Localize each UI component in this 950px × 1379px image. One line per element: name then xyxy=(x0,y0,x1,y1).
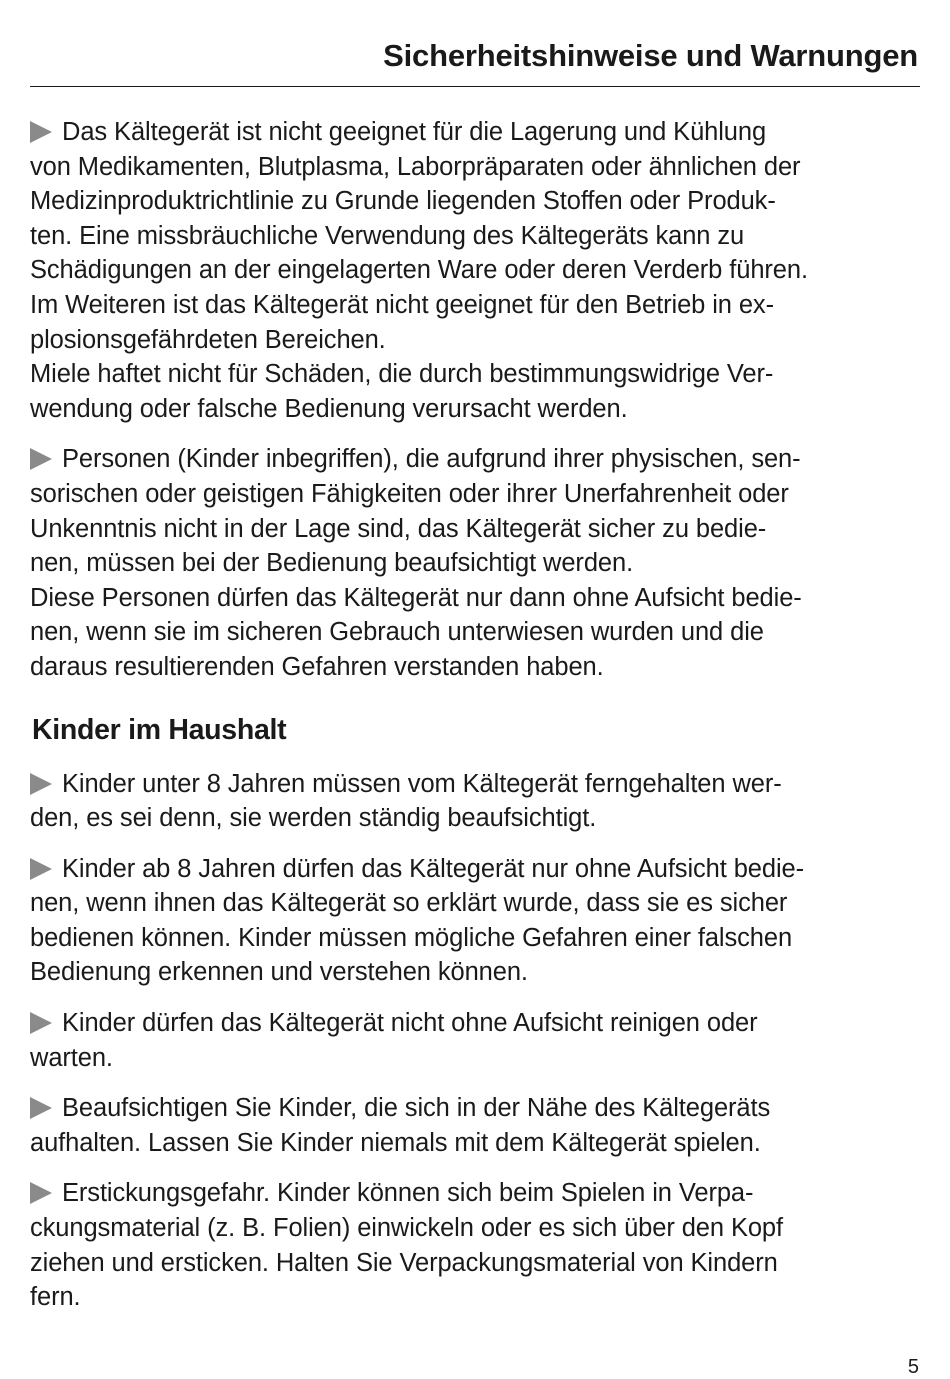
text-line xyxy=(30,650,920,685)
section-warnings xyxy=(30,767,920,1315)
line-text: Im Weiteren ist das Kältegerät nicht geeignet für den Betrieb in ex- xyxy=(30,290,774,319)
line-text: Bedienung erkennen und verstehen können. xyxy=(30,958,528,987)
warning-paragraph xyxy=(30,767,920,836)
text-line xyxy=(30,512,920,547)
line-text: fern. xyxy=(30,1283,81,1312)
line-text: Erstickungsgefahr. Kinder können sich beim Spielen in Verpa- xyxy=(62,1179,754,1208)
text-line xyxy=(30,442,920,477)
text-line xyxy=(30,1176,920,1211)
page-header-title: Sicherheitshinweise und Warnungen xyxy=(383,38,918,73)
line-text: Das Kältegerät ist nicht geeignet für die Lagerung und Kühlung xyxy=(62,118,767,146)
triangle-arrow-right-icon xyxy=(30,1012,52,1034)
line-text: nen, müssen bei der Bedienung beaufsichtigt werden. xyxy=(30,549,634,578)
triangle-arrow-right-icon xyxy=(30,1182,52,1204)
line-text: Schädigungen an der eingelagerten Ware oder deren Verderb führen. xyxy=(30,256,808,285)
text-line xyxy=(30,1211,920,1246)
warning-paragraph xyxy=(30,852,920,990)
text-line xyxy=(30,323,920,358)
warning-paragraph xyxy=(30,1006,920,1075)
line-text: wendung oder falsche Bedienung verursacht werden. xyxy=(30,394,628,423)
line-text: Medizinproduktrichtlinie zu Grunde liegenden Stoffen oder Produk- xyxy=(30,187,776,216)
text-line xyxy=(30,767,920,802)
line-text: daraus resultierenden Gefahren verstanden haben. xyxy=(30,652,604,681)
text-line xyxy=(30,921,920,956)
page-content xyxy=(30,115,920,1331)
text-line xyxy=(30,357,920,392)
page-header xyxy=(30,38,920,87)
text-line xyxy=(30,581,920,616)
line-text: nen, wenn sie im sicheren Gebrauch unterwiesen wurden und die xyxy=(30,618,764,647)
line-text: Diese Personen dürfen das Kältegerät nur dann ohne Aufsicht bedie- xyxy=(30,583,802,612)
text-line xyxy=(30,852,920,887)
line-text: Unkenntnis nicht in der Lage sind, das Kältegerät sicher zu bedie- xyxy=(30,514,767,543)
text-line xyxy=(30,546,920,581)
text-line xyxy=(30,115,920,150)
text-line xyxy=(30,955,920,990)
text-line xyxy=(30,615,920,650)
line-text: ckungsmaterial (z. B. Folien) einwickeln oder es sich über den Kopf xyxy=(30,1214,783,1243)
text-line xyxy=(30,184,920,219)
text-line xyxy=(30,1006,920,1041)
page-number: 5 xyxy=(907,1356,919,1378)
text-line xyxy=(30,219,920,254)
line-text: bedienen können. Kinder müssen mögliche Gefahren einer falschen xyxy=(30,923,793,952)
text-line xyxy=(30,477,920,512)
text-line xyxy=(30,288,920,323)
triangle-arrow-right-icon xyxy=(30,121,52,143)
line-text: Personen (Kinder inbegriffen), die aufgrund ihrer physischen, sen- xyxy=(62,445,801,474)
triangle-arrow-right-icon xyxy=(30,1097,52,1119)
line-text: warten. xyxy=(30,1043,113,1072)
line-text: aufhalten. Lassen Sie Kinder niemals mit dem Kältegerät spielen. xyxy=(30,1128,761,1157)
line-text: Kinder ab 8 Jahren dürfen das Kältegerät nur ohne Aufsicht bedie- xyxy=(62,854,805,883)
text-line xyxy=(30,392,920,427)
text-line xyxy=(30,801,920,836)
line-text: Beaufsichtigen Sie Kinder, die sich in der Nähe des Kältegeräts xyxy=(62,1094,771,1123)
line-text: Kinder dürfen das Kältegerät nicht ohne Aufsicht reinigen oder xyxy=(62,1009,758,1038)
triangle-arrow-right-icon xyxy=(30,448,52,470)
line-text: sorischen oder geistigen Fähigkeiten oder ihrer Unerfahrenheit oder xyxy=(30,479,789,508)
line-text: Miele haftet nicht für Schäden, die durch bestimmungswidrige Ver- xyxy=(30,360,774,389)
text-line xyxy=(30,1126,920,1161)
line-text: von Medikamenten, Blutplasma, Laborpräparaten oder ähnlichen der xyxy=(30,152,801,181)
text-line xyxy=(30,150,920,185)
line-text: den, es sei denn, sie werden ständig beaufsichtigt. xyxy=(30,804,597,833)
triangle-arrow-right-icon xyxy=(30,858,52,880)
triangle-arrow-right-icon xyxy=(30,773,52,795)
text-line xyxy=(30,1280,920,1315)
text-line xyxy=(30,1041,920,1076)
line-text: ten. Eine missbräuchliche Verwendung des Kältegeräts kann zu xyxy=(30,221,745,250)
line-text: Kinder unter 8 Jahren müssen vom Kältegerät ferngehalten wer- xyxy=(62,769,782,798)
section-heading: Kinder im Haushalt xyxy=(32,713,287,746)
warning-paragraph xyxy=(30,442,920,684)
text-line xyxy=(30,1246,920,1281)
text-line xyxy=(30,1091,920,1126)
line-text: ziehen und ersticken. Halten Sie Verpackungsmaterial von Kindern xyxy=(30,1248,778,1277)
intro-warnings xyxy=(30,115,920,685)
line-text: nen, wenn ihnen das Kältegerät so erklärt wurde, dass sie es sicher xyxy=(30,889,788,918)
warning-paragraph xyxy=(30,115,920,426)
text-line xyxy=(30,886,920,921)
line-text: plosionsgefährdeten Bereichen. xyxy=(30,325,386,354)
text-line xyxy=(30,253,920,288)
warning-paragraph xyxy=(30,1091,920,1160)
warning-paragraph xyxy=(30,1176,920,1314)
